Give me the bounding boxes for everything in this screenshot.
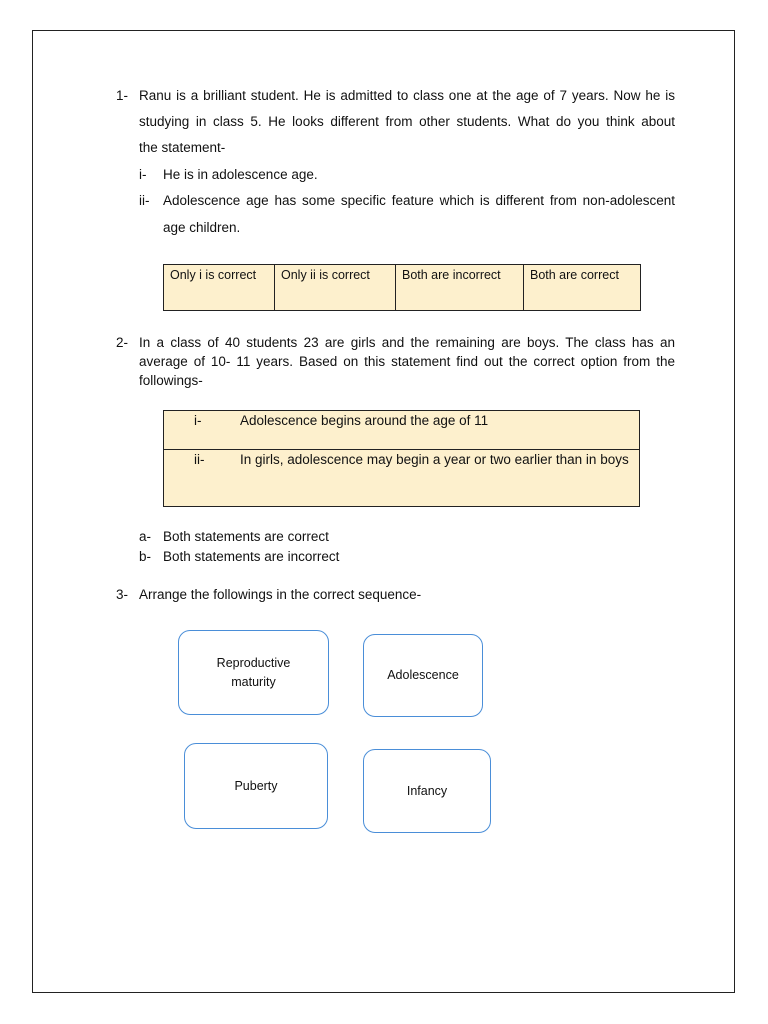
q1-text-line-3: the statement- [139, 140, 226, 155]
q3-number: 3- [116, 587, 129, 602]
q1-statement-ii-text-line-1: Adolescence age has some specific feature which is different from non-adolescent [163, 193, 675, 208]
q2-text-line-3: followings- [139, 373, 203, 388]
q2-statements-table [163, 410, 640, 507]
q2-statement-i-text: Adolescence begins around the age of 11 [240, 411, 640, 450]
q2-answer-b-text[interactable]: Both statements are incorrect [163, 549, 340, 564]
q2-statement-i-label: i- [164, 411, 241, 450]
q3-text: Arrange the followings in the correct sequence- [139, 587, 422, 602]
sequence-box-infancy[interactable]: Infancy [363, 749, 491, 833]
sequence-box-puberty[interactable]: Puberty [184, 743, 328, 829]
q1-statement-ii-text-line-2: age children. [163, 220, 241, 235]
sequence-box-adolescence[interactable]: Adolescence [363, 634, 483, 717]
q1-number: 1- [116, 88, 129, 103]
q1-option-b[interactable]: Only ii is correct [275, 265, 396, 311]
q2-answer-b-label: b- [139, 549, 152, 564]
q2-answer-a-label: a- [139, 529, 152, 544]
q1-text-line-2: studying in class 5. He looks different from other students. What do you think about [139, 114, 675, 129]
q1-statement-ii-label: ii- [139, 193, 150, 208]
q2-text-line-2: average of 10- 11 years. Based on this statement find out the correct option from the [139, 354, 675, 369]
q1-option-a[interactable]: Only i is correct [164, 265, 275, 311]
q1-option-c[interactable]: Both are incorrect [396, 265, 524, 311]
q2-number: 2- [116, 335, 129, 350]
page-border [32, 30, 735, 993]
q1-statement-i-label: i- [139, 167, 147, 182]
q1-text-line-1: Ranu is a brilliant student. He is admitted to class one at the age of 7 years. Now he is [139, 88, 675, 103]
q2-answer-a-text[interactable]: Both statements are correct [163, 529, 329, 544]
q1-options-table [163, 264, 641, 311]
sequence-box-reproductive-maturity[interactable]: Reproductive maturity [178, 630, 329, 715]
q1-statement-i-text: He is in adolescence age. [163, 167, 318, 182]
q1-option-d[interactable]: Both are correct [524, 265, 641, 311]
q2-statement-ii-label: ii- [164, 450, 241, 507]
q2-statement-ii-text: In girls, adolescence may begin a year or two earlier than in boys [240, 450, 640, 507]
q2-text-line-1: In a class of 40 students 23 are girls and the remaining are boys. The class has an [139, 335, 675, 350]
